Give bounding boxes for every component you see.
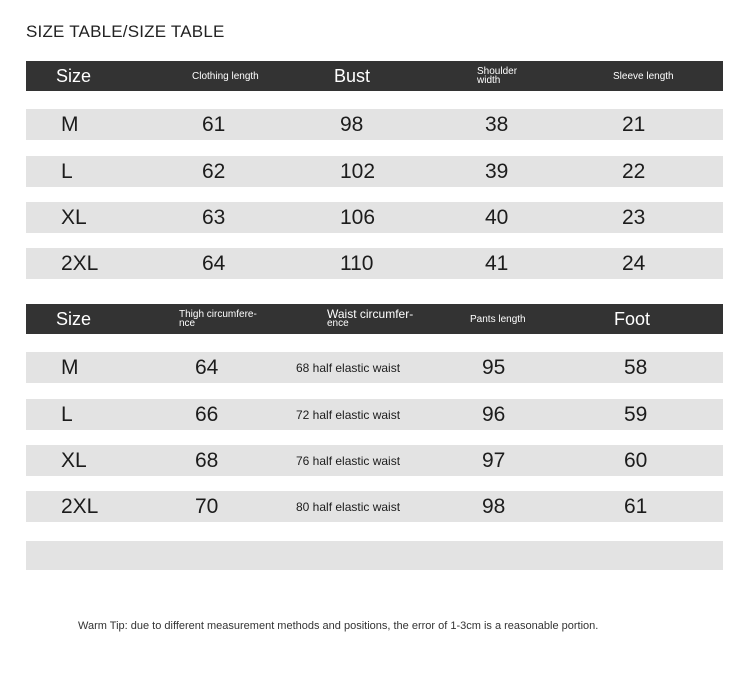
cell-pants-length: 96 — [482, 402, 506, 426]
header-shoulder-line1: Shoulder — [477, 66, 518, 77]
table-row — [26, 156, 723, 187]
table-row — [26, 445, 723, 476]
table-row — [26, 109, 723, 140]
cell-shoulder: 39 — [485, 159, 509, 183]
cell-pants-length: 98 — [482, 494, 506, 518]
header-thigh-circumference — [179, 304, 257, 334]
header-waist-line2: ence — [327, 318, 349, 329]
header-foot: Foot — [614, 308, 651, 329]
cell-size: L — [61, 159, 73, 183]
cell-size: 2XL — [61, 251, 99, 275]
cell-sleeve: 21 — [622, 112, 646, 136]
warm-tip: Warm Tip: due to different measurement methods and positions, the error of 1-3cm is a reasonable portion. — [78, 620, 599, 632]
cell-pants-length: 95 — [482, 355, 506, 379]
cell-shoulder: 38 — [485, 112, 509, 136]
cell-clothing-length: 62 — [202, 159, 226, 183]
table-row — [26, 248, 723, 279]
cell-size: L — [61, 402, 73, 426]
cell-bust: 106 — [340, 205, 376, 229]
cell-waist: 80 half elastic waist — [296, 499, 401, 514]
header-thigh-line1: Thigh circumfere- — [179, 309, 257, 320]
header-thigh-line2: nce — [179, 318, 196, 329]
table-row — [26, 352, 723, 383]
table-row — [26, 202, 723, 233]
cell-thigh: 68 — [195, 448, 219, 472]
header-clothing-length: Clothing length — [192, 70, 259, 82]
cell-size: M — [61, 112, 79, 136]
cell-size: XL — [61, 448, 87, 472]
header-size: Size — [56, 65, 92, 86]
cell-shoulder: 41 — [485, 251, 509, 275]
cell-thigh: 64 — [195, 355, 219, 379]
cell-waist: 76 half elastic waist — [296, 453, 401, 468]
header-pants-length: Pants length — [470, 313, 526, 325]
cell-foot: 59 — [624, 402, 648, 426]
cell-size: XL — [61, 205, 87, 229]
top-table-header — [26, 61, 723, 91]
cell-clothing-length: 61 — [202, 112, 226, 136]
cell-clothing-length: 64 — [202, 251, 226, 275]
header-waist-circumference — [327, 304, 413, 334]
cell-sleeve: 22 — [622, 159, 646, 183]
cell-shoulder: 40 — [485, 205, 509, 229]
cell-foot: 60 — [624, 448, 648, 472]
cell-clothing-length: 63 — [202, 205, 226, 229]
cell-waist: 72 half elastic waist — [296, 407, 401, 422]
cell-bust: 110 — [340, 251, 374, 275]
cell-bust: 102 — [340, 159, 376, 183]
cell-sleeve: 24 — [622, 251, 646, 275]
header-waist-line1: Waist circumfer- — [327, 307, 414, 321]
cell-pants-length: 97 — [482, 448, 506, 472]
cell-thigh: 70 — [195, 494, 219, 518]
header-sleeve-length: Sleeve length — [613, 70, 674, 82]
cell-foot: 61 — [624, 494, 648, 518]
header-shoulder-line2: width — [477, 75, 501, 86]
cell-bust: 98 — [340, 112, 364, 136]
bottom-table-header — [26, 304, 723, 334]
empty-table-row — [26, 541, 723, 570]
table-row — [26, 491, 723, 522]
cell-size: M — [61, 355, 79, 379]
cell-waist: 68 half elastic waist — [296, 360, 401, 375]
table-row — [26, 399, 723, 430]
cell-sleeve: 23 — [622, 205, 646, 229]
header-size: Size — [56, 308, 92, 329]
page-title: SIZE TABLE/SIZE TABLE — [26, 22, 225, 41]
cell-size: 2XL — [61, 494, 99, 518]
header-shoulder-width — [477, 61, 517, 91]
header-bust: Bust — [334, 65, 371, 86]
cell-foot: 58 — [624, 355, 648, 379]
cell-thigh: 66 — [195, 402, 219, 426]
